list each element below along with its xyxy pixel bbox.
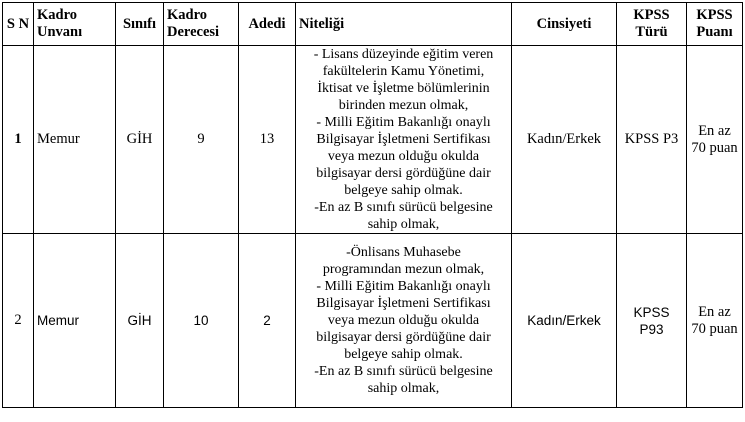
niteligi-line: veya mezun olduğu okulda [327, 149, 480, 164]
cell-kpss-turu: KPSS P93 [617, 234, 687, 408]
table-row [3, 234, 743, 408]
cell-sinifi: GİH [116, 234, 164, 408]
cell-niteligi [296, 46, 512, 234]
niteligi-line: birinden mezun olmak, [338, 98, 469, 113]
niteligi-line: -Önlisans Muhasebe [346, 245, 461, 260]
cell-adedi: 13 [239, 46, 296, 234]
niteligi-line: fakültelerin Kamu Yönetimi, [322, 64, 485, 79]
niteligi-line: belgeye sahip olmak. [344, 347, 463, 362]
table-row [3, 46, 743, 234]
header-niteligi: Niteliği [296, 3, 512, 46]
niteligi-line: bilgisayar dersi gördüğüne dair [316, 330, 491, 345]
cell-kadro-derecesi: 9 [164, 46, 239, 234]
niteligi-line: - Milli Eğitim Bakanlığı onaylı [316, 279, 491, 294]
cell-kadro-unvani: Memur [34, 234, 116, 408]
cell-cinsiyeti: Kadın/Erkek [512, 46, 617, 234]
kadro-table [2, 2, 743, 408]
header-row [3, 3, 743, 46]
cell-kadro-unvani: Memur [34, 46, 116, 234]
niteligi-line: -En az B sınıfı sürücü belgesine [314, 200, 493, 215]
niteligi-line: sahip olmak, [367, 381, 440, 396]
header-kadro-unvani: Kadro Unvanı [34, 3, 116, 46]
header-kpss-turu: KPSS Türü [617, 3, 687, 46]
cell-sinifi: GİH [116, 46, 164, 234]
cell-sn: 1 [3, 46, 34, 234]
niteligi-line: Bilgisayar İşletmeni Sertifikası [316, 132, 491, 147]
cell-kpss-puani: En az 70 puan [687, 46, 743, 234]
niteligi-line: - Lisans düzeyinde eğitim veren [313, 47, 494, 62]
header-sn: S N [3, 3, 34, 46]
header-sinifi: Sınıfı [116, 3, 164, 46]
cell-cinsiyeti: Kadın/Erkek [512, 234, 617, 408]
header-adedi: Adedi [239, 3, 296, 46]
niteligi-line: sahip olmak, [367, 217, 440, 232]
niteligi-line: -En az B sınıfı sürücü belgesine [314, 364, 493, 379]
niteligi-line: Bilgisayar İşletmeni Sertifikası [316, 296, 491, 311]
cell-sn: 2 [3, 234, 34, 408]
cell-kadro-derecesi: 10 [164, 234, 239, 408]
niteligi-line: programından mezun olmak, [322, 262, 485, 277]
cell-adedi: 2 [239, 234, 296, 408]
header-cinsiyeti: Cinsiyeti [512, 3, 617, 46]
cell-kpss-puani: En az 70 puan [687, 234, 743, 408]
niteligi-line: belgeye sahip olmak. [344, 183, 463, 198]
cell-niteligi [296, 234, 512, 408]
niteligi-line: İktisat ve İşletme bölümlerinin [317, 81, 490, 96]
niteligi-line: veya mezun olduğu okulda [327, 313, 480, 328]
cell-kpss-turu: KPSS P3 [617, 46, 687, 234]
header-kpss-puani: KPSS Puanı [687, 3, 743, 46]
niteligi-line: - Milli Eğitim Bakanlığı onaylı [316, 115, 491, 130]
header-kadro-derecesi: Kadro Derecesi [164, 3, 239, 46]
niteligi-line: bilgisayar dersi gördüğüne dair [316, 166, 491, 181]
